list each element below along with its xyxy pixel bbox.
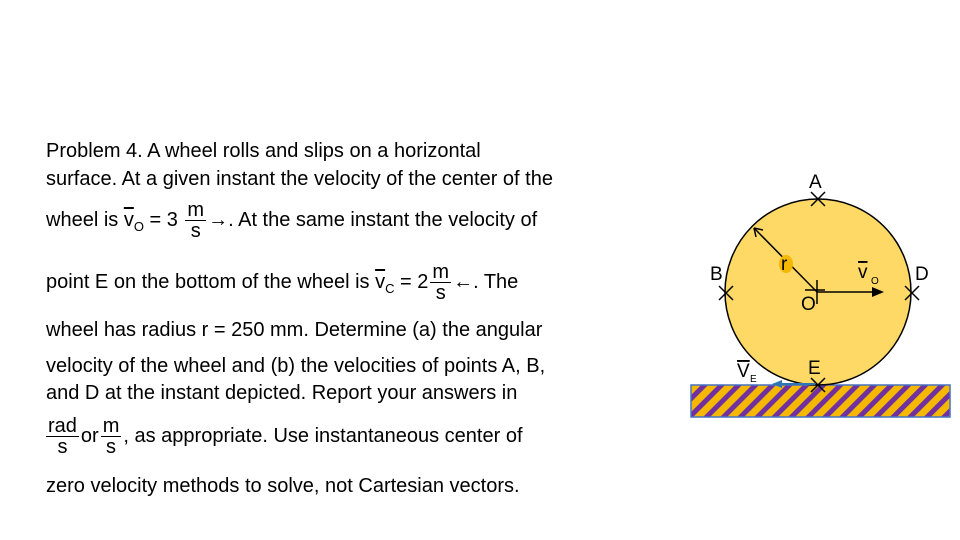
- label-vo: v: [858, 262, 868, 283]
- text: →. At the same instant the velocity of: [208, 208, 538, 231]
- label-e: E: [808, 358, 821, 379]
- label-b: B: [710, 264, 723, 285]
- text-line-2: surface. At a given instant the velocity of the center of the: [46, 168, 553, 190]
- num: m: [432, 261, 450, 283]
- label-vo-sub: O: [871, 276, 879, 287]
- den: s: [57, 436, 68, 458]
- label-ve: V: [737, 361, 750, 382]
- text: wheel is: [46, 208, 124, 231]
- ground-surface: [691, 385, 950, 417]
- text: , as appropriate. Use instantaneous center of: [123, 424, 523, 447]
- vo-symbol: $\overline{v}$: [123, 208, 134, 231]
- vc-eq: = 2: [394, 270, 429, 293]
- den: s: [190, 220, 201, 242]
- text: point E on the bottom of the wheel is: [46, 270, 376, 293]
- text-line-6: velocity of the wheel and (b) the velocities of points A, B,: [46, 355, 546, 377]
- label-r: r: [781, 254, 788, 275]
- text: ←. The: [453, 270, 519, 293]
- den: s: [435, 282, 446, 304]
- label-d: D: [915, 264, 929, 285]
- vc-symbol: $\overline{v}$: [375, 270, 386, 293]
- label-ve-sub: E: [750, 374, 757, 385]
- num: rad: [48, 415, 77, 437]
- label-a: A: [809, 172, 822, 193]
- text-line-9: zero velocity methods to solve, not Cartesian vectors.: [46, 475, 520, 497]
- den: s: [106, 436, 117, 458]
- num: m: [102, 415, 120, 437]
- text-line-5: wheel has radius r = 250 mm. Determine (a) the angular: [46, 319, 543, 341]
- vo-sub: O: [133, 218, 144, 234]
- num: m: [187, 199, 205, 221]
- text-line-7: and D at the instant depicted. Report your answers in: [46, 382, 518, 404]
- vo-eq: = 3: [143, 208, 178, 231]
- label-o: O: [801, 294, 816, 315]
- vc-sub: C: [385, 280, 395, 296]
- text: or: [80, 424, 99, 447]
- text-line-1: Problem 4. A wheel rolls and slips on a horizontal: [46, 140, 481, 162]
